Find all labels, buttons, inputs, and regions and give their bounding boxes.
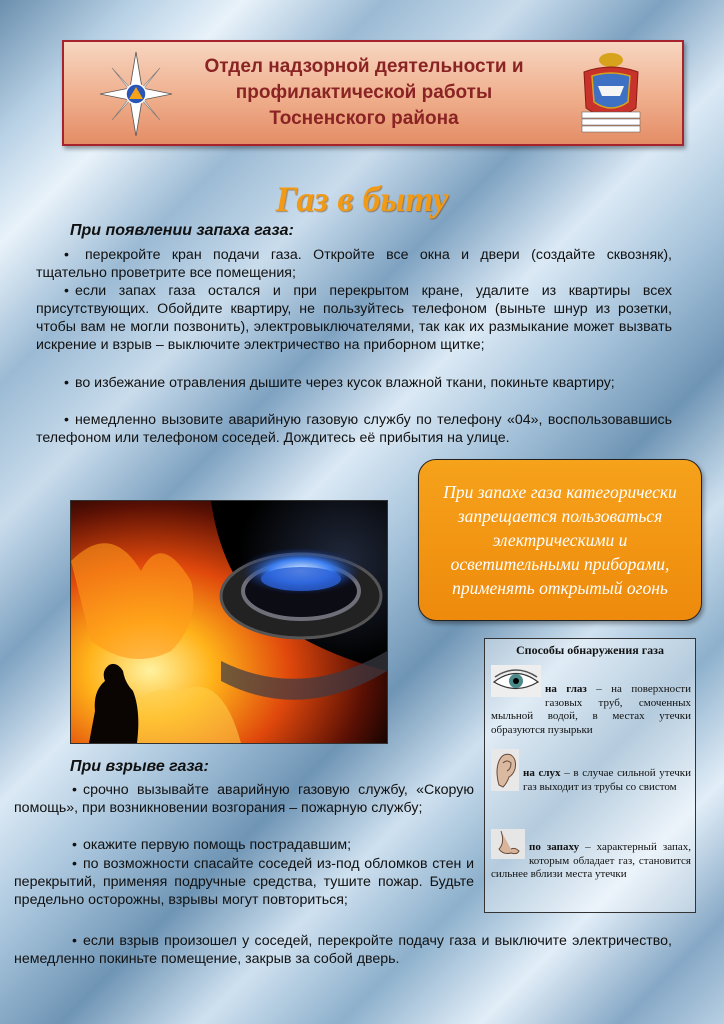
detection-title: Способы обнаружения газа: [515, 643, 664, 657]
smell-item-4: • немедленно вызовите аварийную газовую службу по телефону «04», воспользовавшись телефоном или телефоном соседей. Дождитесь её прибытия на улице.: [36, 412, 672, 446]
emercom-star-icon: [98, 50, 174, 138]
detection-item-ear: [491, 749, 691, 794]
gas-fire-photo: [70, 500, 388, 744]
smell-item-3: • во избежание отравления дышите через кусок влажной ткани, покиньте квартиру;: [64, 375, 615, 391]
detection-text-ear: – в случае сильной утечки газ выходит из трубы со свистом: [523, 767, 691, 793]
explosion-item-4: • если взрыв произошел у соседей, перекройте подачу газа и выключите электричество, немедленно покиньте помещение, закрыв за собой дверь.: [14, 933, 672, 967]
detection-label-ear: на слух: [523, 767, 561, 779]
coat-of-arms-icon: [576, 50, 646, 138]
warning-box: [418, 459, 702, 621]
header-line-3: Тосненского района: [269, 108, 459, 129]
detection-item-nose: [491, 829, 691, 882]
explosion-section-heading: При взрыве газа:: [70, 758, 209, 775]
explosion-item-1: • срочно вызывайте аварийную газовую службу, «Скорую помощь», при возникновении возгорания – пожарную службу;: [14, 782, 474, 816]
detection-text-eye: – на поверхности газовых труб, смоченных мыльной водой, в местах утечки образуются пузырьки: [491, 683, 691, 736]
detection-label-eye: на глаз: [545, 683, 587, 695]
gas-burner-fire-image: [71, 501, 387, 743]
header-title: [174, 54, 554, 132]
header-line-2: профилактической работы: [235, 82, 493, 103]
explosion-item-2: • окажите первую помощь пострадавшим;: [72, 837, 352, 853]
eye-icon: [491, 665, 541, 697]
smell-item-2: • если запах газа остался и при перекрытом кране, удалите из квартиры всех присутствующих. Обойдите квартиру, не пользуйтесь телефоном (выньте шнур из розетки, чтобы вам не могли позвонить), электровыключателями, так как их размыкание может вызвать искрение и взрыв – выключите электричество на приборном щитке;: [36, 283, 672, 353]
gas-detection-box: [484, 638, 696, 913]
smell-section-heading: При появлении запаха газа:: [70, 222, 294, 239]
header-banner: [62, 40, 684, 146]
detection-item-eye: [491, 665, 691, 737]
header-line-1: Отдел надзорной деятельности и: [204, 56, 524, 77]
detection-text-nose: – характерный запах, которым обладает газ, становится сильнее вблизи места утечки: [491, 841, 691, 880]
detection-label-nose: по запаху: [529, 841, 580, 853]
warning-text: При запахе газа категорически запрещается пользоваться электрическими и осветительными приборами, применять открытый огонь: [443, 482, 677, 598]
nose-icon: [491, 829, 525, 859]
smell-item-1: • перекройте кран подачи газа. Откройте все окна и двери (создайте сквозняк), тщательно проветрите все помещения;: [36, 247, 672, 281]
ear-icon: [491, 749, 519, 791]
explosion-item-3: • по возможности спасайте соседей из-под обломков стен и перекрытий, применяя подручные средства, тушите пожар. Будьте предельно осторожны, взрывы могут повториться;: [14, 856, 474, 908]
page-title: Газ в быту: [275, 179, 449, 219]
